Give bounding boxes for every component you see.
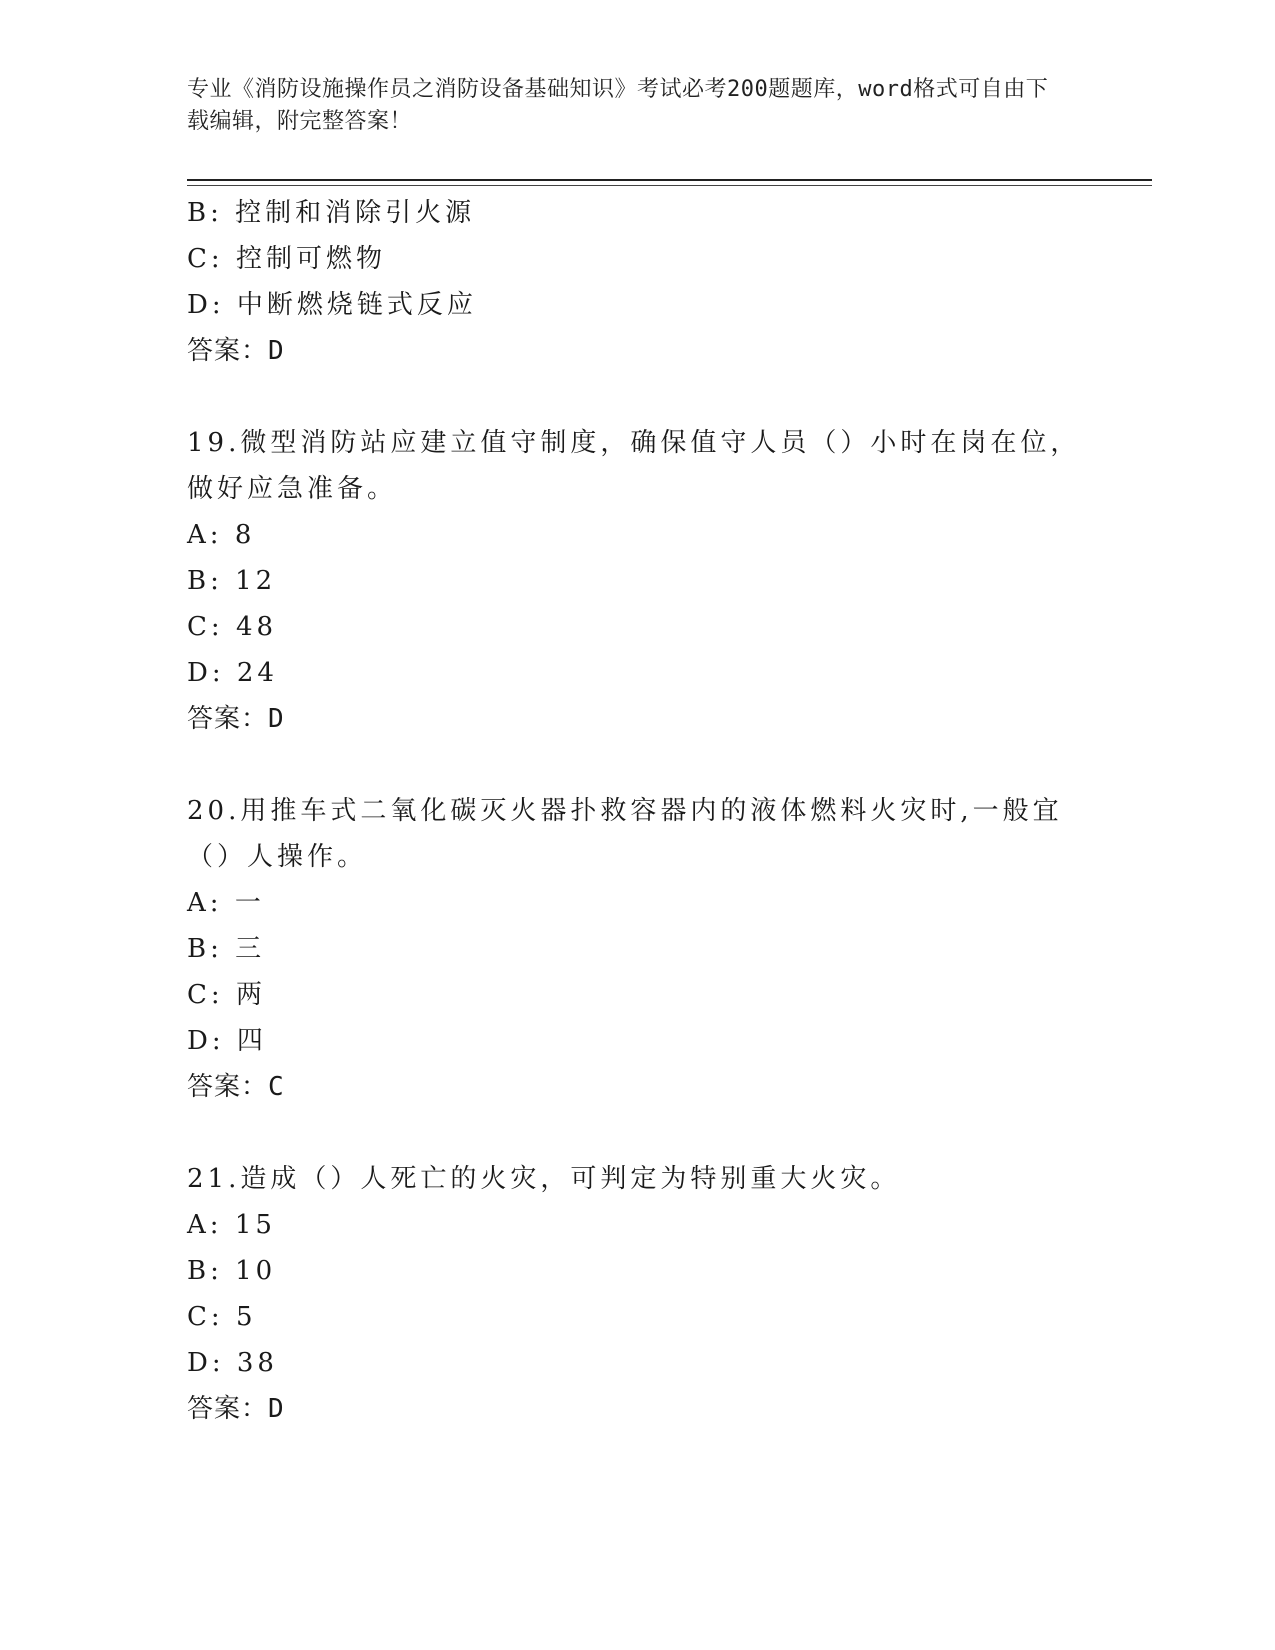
option-key: B (187, 198, 211, 228)
spacer (187, 742, 1087, 788)
option-text: 48 (235, 612, 278, 642)
option-separator: : (210, 612, 224, 642)
question-stem: 19.微型消防站应建立值守制度，确保值守人员（）小时在岗在位，做好应急准备。 (187, 428, 1081, 504)
option-separator: : (211, 658, 225, 688)
option-text: 15 (234, 1210, 276, 1240)
header-rule-thin (187, 185, 1152, 186)
option-separator: : (211, 1348, 225, 1378)
option-text: 24 (236, 658, 278, 688)
option-key: C (187, 980, 211, 1010)
option-d (187, 282, 1087, 328)
answer-line (187, 328, 1087, 374)
answer-label: 答案： (187, 1394, 269, 1424)
option-separator: : (210, 1256, 223, 1286)
spacer (187, 374, 1087, 420)
option-key: A (187, 520, 210, 550)
answer-value: D (268, 704, 285, 734)
option-c (187, 236, 1087, 282)
option-key: C (187, 612, 211, 642)
question-stem: 21.造成（）人死亡的火灾，可判定为特别重大火灾。 (187, 1164, 901, 1194)
option-d (187, 650, 1087, 696)
option-separator: : (210, 566, 223, 596)
option-key: D (187, 1348, 212, 1378)
question-20 (187, 788, 1087, 1110)
option-text: 12 (235, 566, 277, 596)
option-c (187, 972, 1087, 1018)
option-key: B (187, 934, 211, 964)
option-text: 控制可燃物 (235, 244, 386, 274)
answer-label: 答案： (187, 704, 269, 734)
option-a (187, 1202, 1087, 1248)
option-text: 两 (235, 980, 266, 1010)
option-d (187, 1018, 1087, 1064)
answer-line (187, 1386, 1087, 1432)
option-separator: : (210, 198, 223, 228)
question-stem: 20.用推车式二氧化碳灭火器扑救容器内的液体燃料火灾时,一般宜（）人操作。 (187, 796, 1063, 872)
option-a (187, 512, 1087, 558)
option-a (187, 880, 1087, 926)
option-separator: : (210, 934, 223, 964)
option-key: B (187, 566, 211, 596)
option-text: 10 (235, 1256, 277, 1286)
option-separator: : (211, 290, 225, 320)
question-19 (187, 420, 1087, 742)
answer-value: D (268, 1394, 285, 1424)
option-b (187, 558, 1087, 604)
answer-line (187, 696, 1087, 742)
option-key: C (187, 244, 211, 274)
option-key: B (187, 1256, 211, 1286)
question-list (187, 190, 1087, 1432)
spacer (187, 1110, 1087, 1156)
question-21 (187, 1156, 1087, 1432)
option-text: 8 (234, 520, 256, 550)
option-separator: : (210, 980, 224, 1010)
option-separator: : (209, 888, 223, 918)
option-text: 四 (236, 1026, 267, 1056)
option-key: A (187, 1210, 210, 1240)
option-text: 5 (235, 1302, 257, 1332)
document-header: 专业《消防设施操作员之消防设备基础知识》考试必考200题题库，word格式可自由下载编辑，附完整答案！ (187, 77, 1049, 134)
option-text: 三 (235, 934, 266, 964)
option-key: A (187, 888, 210, 918)
option-b (187, 190, 1087, 236)
option-text: 一 (234, 888, 265, 918)
question-18-continued (187, 190, 1087, 374)
option-separator: : (209, 520, 223, 550)
option-b (187, 926, 1087, 972)
header-rule-thick (187, 179, 1152, 181)
option-separator: : (210, 1302, 224, 1332)
option-key: D (187, 1026, 212, 1056)
option-c (187, 604, 1087, 650)
option-key: C (187, 1302, 211, 1332)
option-d (187, 1340, 1087, 1386)
option-separator: : (211, 1026, 225, 1056)
answer-label: 答案： (187, 1072, 269, 1102)
answer-value: C (268, 1072, 285, 1102)
answer-label: 答案： (187, 336, 269, 366)
option-c (187, 1294, 1087, 1340)
option-separator: : (209, 1210, 223, 1240)
option-separator: : (210, 244, 224, 274)
option-key: D (187, 290, 212, 320)
option-key: D (187, 658, 212, 688)
answer-value: D (268, 336, 285, 366)
option-text: 中断燃烧链式反应 (236, 290, 477, 320)
option-b (187, 1248, 1087, 1294)
answer-line (187, 1064, 1087, 1110)
option-text: 控制和消除引火源 (235, 198, 476, 228)
option-text: 38 (236, 1348, 278, 1378)
